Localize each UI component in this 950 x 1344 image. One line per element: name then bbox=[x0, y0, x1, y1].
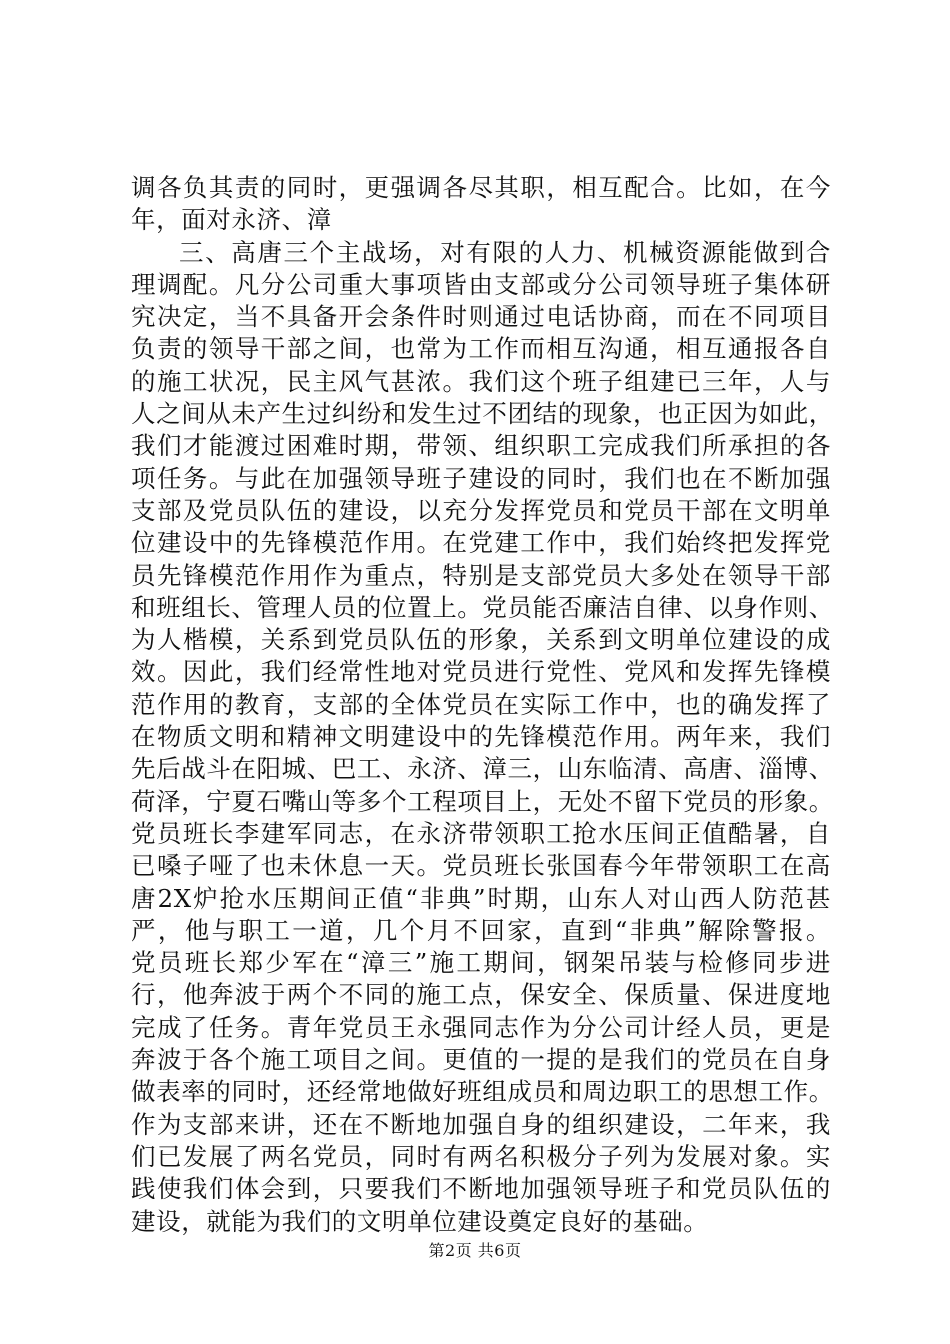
text-line: 先后战斗在阳城、巴工、永济、漳三，山东临清、高唐、淄博、 bbox=[131, 754, 834, 784]
text-line: 我们才能渡过困难时期，带领、组织职工完成我们所承担的各 bbox=[131, 431, 831, 461]
text-line: 严，他与职工一道，几个月不回家，直到“非典”解除警报。 bbox=[131, 915, 831, 945]
text-line: 奔波于各个施工项目之间。更值的一提的是我们的党员在自身 bbox=[131, 1045, 831, 1075]
text-line: 理调配。凡分公司重大事项皆由支部或分公司领导班子集体研 bbox=[131, 269, 831, 299]
paragraph-first-line: 三、高唐三个主战场，对有限的人力、机械资源能做到合 bbox=[179, 237, 831, 267]
page-number-footer: 第2页 共6页 bbox=[428, 1241, 522, 1260]
text-line: 党员班长李建军同志，在永济带领职工抢水压间正值酷暑，自 bbox=[131, 818, 831, 848]
text-line: 项任务。与此在加强领导班子建设的同时，我们也在不断加强 bbox=[131, 463, 831, 493]
text-line: 负责的领导干部之间，也常为工作而相互沟通，相互通报各自 bbox=[131, 334, 831, 364]
text-line: 范作用的教育，支部的全体党员在实际工作中，也的确发挥了 bbox=[131, 689, 831, 719]
text-line: 党员班长郑少军在“漳三”施工期间，钢架吊装与检修同步进 bbox=[131, 948, 831, 978]
body-text bbox=[131, 172, 834, 1238]
text-line: 作为支部来讲，还在不断地加强自身的组织建设，二年来，我 bbox=[131, 1109, 831, 1139]
text-line: 和班组长、管理人员的位置上。党员能否廉洁自律、以身作则、 bbox=[131, 592, 834, 622]
text-line: 在物质文明和精神文明建设中的先锋模范作用。两年来，我们 bbox=[131, 722, 831, 752]
text-line: 完成了任务。青年党员王永强同志作为分公司计经人员，更是 bbox=[131, 1012, 831, 1042]
text-line: 位建设中的先锋模范作用。在党建工作中，我们始终把发挥党 bbox=[131, 528, 831, 558]
text-line: 的施工状况，民主风气甚浓。我们这个班子组建已三年，人与 bbox=[131, 366, 831, 396]
text-line: 支部及党员队伍的建设，以充分发挥党员和党员干部在文明单 bbox=[131, 495, 831, 525]
text-line: 荷泽，宁夏石嘴山等多个工程项目上，无处不留下党员的形象。 bbox=[131, 786, 834, 816]
text-line: 行，他奔波于两个不同的施工点，保安全、保质量、保进度地 bbox=[131, 980, 831, 1010]
text-line: 做表率的同时，还经常地做好班组成员和周边职工的思想工作。 bbox=[131, 1077, 834, 1107]
text-line: 效。因此，我们经常性地对党员进行党性、党风和发挥先锋模 bbox=[131, 657, 831, 687]
text-line: 年，面对永济、漳 bbox=[131, 205, 332, 235]
text-line: 员先锋模范作用作为重点，特别是支部党员大多处在领导干部 bbox=[131, 560, 831, 590]
text-line: 建设，就能为我们的文明单位建设奠定良好的基础。 bbox=[131, 1206, 709, 1236]
text-line: 为人楷模，关系到党员队伍的形象，关系到文明单位建设的成 bbox=[131, 625, 831, 655]
text-line: 践使我们体会到，只要我们不断地加强领导班子和党员队伍的 bbox=[131, 1174, 831, 1204]
text-line: 唐2X炉抢水压期间正值“非典”时期，山东人对山西人防范甚 bbox=[131, 883, 831, 913]
text-line: 们已发展了两名党员，同时有两名积极分子列为发展对象。实 bbox=[131, 1141, 831, 1171]
text-line: 调各负其责的同时，更强调各尽其职，相互配合。比如，在今 bbox=[131, 173, 831, 202]
text-line: 已嗓子哑了也未休息一天。党员班长张国春今年带领职工在高 bbox=[131, 851, 831, 881]
text-line: 究决定，当不具备开会条件时则通过电话协商，而在不同项目 bbox=[131, 302, 831, 332]
text-line: 人之间从未产生过纠纷和发生过不团结的现象，也正因为如此， bbox=[131, 399, 834, 429]
